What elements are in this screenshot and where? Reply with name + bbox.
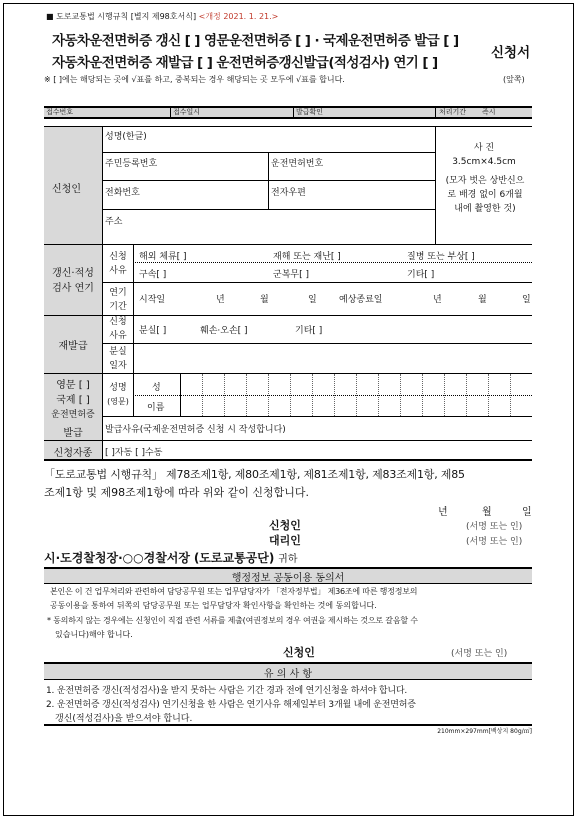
page-side-note: (앞쪽) bbox=[503, 75, 525, 84]
row-rule bbox=[102, 416, 532, 417]
decl-applicant-label: 신청인 bbox=[269, 519, 301, 532]
consent-body-2: 공동이용을 통하여 뒤쪽의 담당공무원 또는 업무담당자 확인사항을 확인하는 것에 동의합니다. bbox=[50, 601, 377, 610]
consent-body-1: 본인은 이 건 업무처리와 관련하여 담당공무원 또는 업무담당자가 「전자정부법」 제36조에 따른 행정정보의 bbox=[50, 587, 418, 596]
issue-check-label: 발급확인 bbox=[296, 108, 324, 116]
receipt-number-label: 접수번호 bbox=[46, 108, 74, 116]
lost-date-l2: 일자 bbox=[109, 361, 127, 371]
letter-box-divider bbox=[510, 374, 511, 416]
row-rule bbox=[102, 180, 435, 181]
consent-sign-note: (서명 또는 인) bbox=[451, 649, 508, 659]
consent-applicant-label: 신청인 bbox=[283, 646, 315, 659]
receipt-divider bbox=[293, 107, 294, 117]
title-line-1: 자동차운전면허증 갱신 [ ] 영문운전면허증 [ ] · 국제운전면허증 발급 [ ] bbox=[52, 33, 459, 49]
applicant-type-options[interactable]: [ ]자동 [ ]수동 bbox=[105, 448, 163, 458]
consent-note-2: 있습니다)해야 합니다. bbox=[55, 630, 133, 639]
issue-reason-label: 발급사유(국제운전면허증 신청 시 작성합니다) bbox=[105, 425, 286, 435]
notice-item-1: 1. 운전면허증 갱신(적성검사)을 받지 못하는 사람은 기간 경과 전에 연기신청을 하셔야 합니다. bbox=[46, 686, 408, 696]
recipient-line bbox=[44, 549, 298, 566]
option-detained[interactable]: 구속[ ] bbox=[139, 270, 167, 280]
letter-box-divider bbox=[312, 374, 313, 416]
option-reissue-other[interactable]: 기타[ ] bbox=[295, 326, 323, 336]
photo-title: 사 진 bbox=[473, 143, 495, 153]
option-disaster[interactable]: 재해 또는 재난[ ] bbox=[273, 252, 341, 262]
letter-box-divider bbox=[466, 374, 467, 416]
section-rule bbox=[44, 373, 532, 374]
receipt-divider bbox=[435, 107, 436, 117]
sub-divider bbox=[133, 245, 134, 315]
letter-box-divider bbox=[202, 374, 203, 416]
sub-divider bbox=[133, 316, 134, 373]
reason-label-l1: 신청 bbox=[109, 252, 127, 262]
notice-title-rule bbox=[44, 679, 532, 680]
start-date-label: 시작일 bbox=[139, 295, 166, 305]
letter-box-divider bbox=[378, 374, 379, 416]
notice-item-2-l1: 2. 운전면허증 갱신(적성검사) 연기신청을 한 사람은 연기사유 해제일부터 3개월 내에 운전면허증 bbox=[46, 700, 416, 710]
declaration-line-1: 「도로교통법 시행규칙」 제78조제1항, 제80조제1항, 제81조제1항, 제83조제1항, 제85 bbox=[44, 468, 465, 481]
option-damaged[interactable]: 훼손·오손[ ] bbox=[200, 326, 248, 336]
address-label: 주소 bbox=[105, 217, 123, 227]
intl-issue-label: 발급 bbox=[63, 428, 83, 439]
section-divider bbox=[102, 127, 103, 244]
option-military[interactable]: 군복무[ ] bbox=[273, 270, 309, 280]
letter-box-divider bbox=[356, 374, 357, 416]
expected-end-label: 예상종료일 bbox=[339, 295, 383, 305]
title-suffix: 신청서 bbox=[491, 45, 531, 61]
cell-divider bbox=[268, 153, 269, 209]
decl-month: 월 bbox=[482, 507, 492, 518]
email-label: 전자우편 bbox=[271, 188, 306, 198]
letter-box-divider bbox=[488, 374, 489, 416]
notice-item-2-l2: 갱신(적성검사)을 받으셔야 합니다. bbox=[55, 714, 193, 724]
end-year: 년 bbox=[433, 295, 442, 305]
processing-period-label: 처리기간 bbox=[439, 108, 467, 116]
intl-license-label: 운전면허증 bbox=[51, 410, 95, 420]
revision-date: <개정 2021. 1. 21.> bbox=[198, 12, 279, 21]
period-label-l1: 연기 bbox=[109, 288, 127, 298]
letter-box-divider bbox=[246, 374, 247, 416]
surname-label: 성 bbox=[152, 383, 161, 393]
start-year: 년 bbox=[216, 295, 225, 305]
eng-name-l2: (영문) bbox=[107, 397, 129, 406]
applicant-top-rule bbox=[44, 126, 532, 127]
option-abroad[interactable]: 해외 체류[ ] bbox=[139, 252, 187, 262]
reissue-reason-l2: 사유 bbox=[109, 331, 127, 341]
lost-date-l1: 분실 bbox=[109, 347, 127, 357]
start-day: 일 bbox=[308, 295, 317, 305]
consent-title: 행정정보 공동이용 동의서 bbox=[231, 573, 345, 584]
processing-period-value: 즉시 bbox=[482, 108, 496, 116]
dotted-rule bbox=[133, 262, 532, 263]
notice-title: 유 의 사 항 bbox=[263, 669, 313, 680]
eng-name-l1: 성명 bbox=[109, 383, 127, 393]
letter-box-divider bbox=[290, 374, 291, 416]
receipt-date-label: 접수일시 bbox=[173, 108, 201, 116]
letter-box-divider bbox=[334, 374, 335, 416]
intl-option[interactable]: 국제 [ ] bbox=[56, 395, 90, 406]
row-rule bbox=[102, 209, 435, 210]
given-name-label: 이름 bbox=[147, 403, 165, 413]
letter-box-divider bbox=[268, 374, 269, 416]
receipt-divider bbox=[170, 107, 171, 117]
reason-label-l2: 사유 bbox=[109, 266, 127, 276]
option-lost[interactable]: 분실[ ] bbox=[139, 326, 167, 336]
paper-spec: 210mm×297mm[백상지 80g/㎡] bbox=[437, 728, 532, 735]
dotted-rule bbox=[133, 395, 532, 396]
option-illness[interactable]: 질병 또는 부상[ ] bbox=[407, 252, 475, 262]
recipient-sub: (도로교통공단) bbox=[193, 551, 275, 565]
row-rule bbox=[102, 282, 532, 283]
postpone-label-1: 갱신·적성 bbox=[52, 268, 94, 279]
receipt-bottom-rule bbox=[44, 117, 532, 119]
recipient-name: 시·도경찰청장·○○경찰서장 bbox=[44, 551, 190, 565]
photo-note: (모자 벗은 상반신으로 배경 없이 6개월 내에 촬영한 것) bbox=[445, 176, 525, 214]
end-month: 월 bbox=[478, 295, 487, 305]
table-bottom-rule bbox=[44, 459, 532, 461]
resident-number-label: 주민등록번호 bbox=[105, 159, 158, 169]
consent-note-1: * 동의하지 않는 경우에는 신청인이 직접 관련 서류를 제출(여권정보의 경우 여권을 제시하는 것으로 갈음할 수 bbox=[47, 616, 418, 625]
applicant-type-label: 신청자종 bbox=[53, 448, 93, 459]
applicant-section-label: 신청인 bbox=[52, 184, 81, 195]
section-divider bbox=[102, 441, 103, 459]
section-rule bbox=[44, 440, 532, 441]
title-line-2: 자동차운전면허증 재발급 [ ] 운전면허증갱신발급(적성검사) 연기 [ ] bbox=[52, 55, 438, 71]
phone-label: 전화번호 bbox=[105, 188, 140, 198]
period-label-l2: 기간 bbox=[109, 302, 127, 312]
decl-day: 일 bbox=[522, 507, 532, 518]
letter-box-divider bbox=[422, 374, 423, 416]
decl-applicant-sign: (서명 또는 인) bbox=[466, 522, 523, 532]
letter-box-divider bbox=[224, 374, 225, 416]
license-number-label: 운전면허번호 bbox=[271, 159, 324, 169]
declaration-line-2: 조제1항 및 제98조제1항에 따라 위와 같이 신청합니다. bbox=[44, 486, 309, 499]
name-label: 성명(한글) bbox=[105, 132, 147, 142]
row-rule bbox=[102, 343, 532, 344]
letter-box-divider bbox=[444, 374, 445, 416]
instruction-note: ※ [ ]에는 해당되는 곳에 √표를 하고, 중복되는 경우 해당되는 곳 모두에 √표를 합니다. bbox=[44, 75, 345, 84]
reissue-reason-l1: 신청 bbox=[109, 317, 127, 327]
recipient-suffix: 귀하 bbox=[278, 554, 298, 565]
start-month: 월 bbox=[260, 295, 269, 305]
decl-agent-label: 대리인 bbox=[269, 534, 301, 547]
reissue-section-label: 재발급 bbox=[58, 341, 88, 352]
form-reference bbox=[46, 11, 278, 22]
letter-box-divider bbox=[400, 374, 401, 416]
english-option[interactable]: 영문 [ ] bbox=[56, 380, 90, 391]
decl-agent-sign: (서명 또는 인) bbox=[466, 537, 523, 547]
postpone-label-2: 검사 연기 bbox=[52, 283, 94, 294]
section-rule bbox=[44, 244, 532, 245]
decl-year: 년 bbox=[438, 507, 448, 518]
form-ref-text: ■ 도로교통법 시행규칙 [별지 제98호서식] bbox=[46, 12, 197, 21]
end-day: 일 bbox=[522, 295, 531, 305]
option-other[interactable]: 기타[ ] bbox=[407, 270, 435, 280]
photo-size: 3.5cm×4.5cm bbox=[452, 157, 516, 167]
consent-title-rule bbox=[44, 583, 532, 584]
